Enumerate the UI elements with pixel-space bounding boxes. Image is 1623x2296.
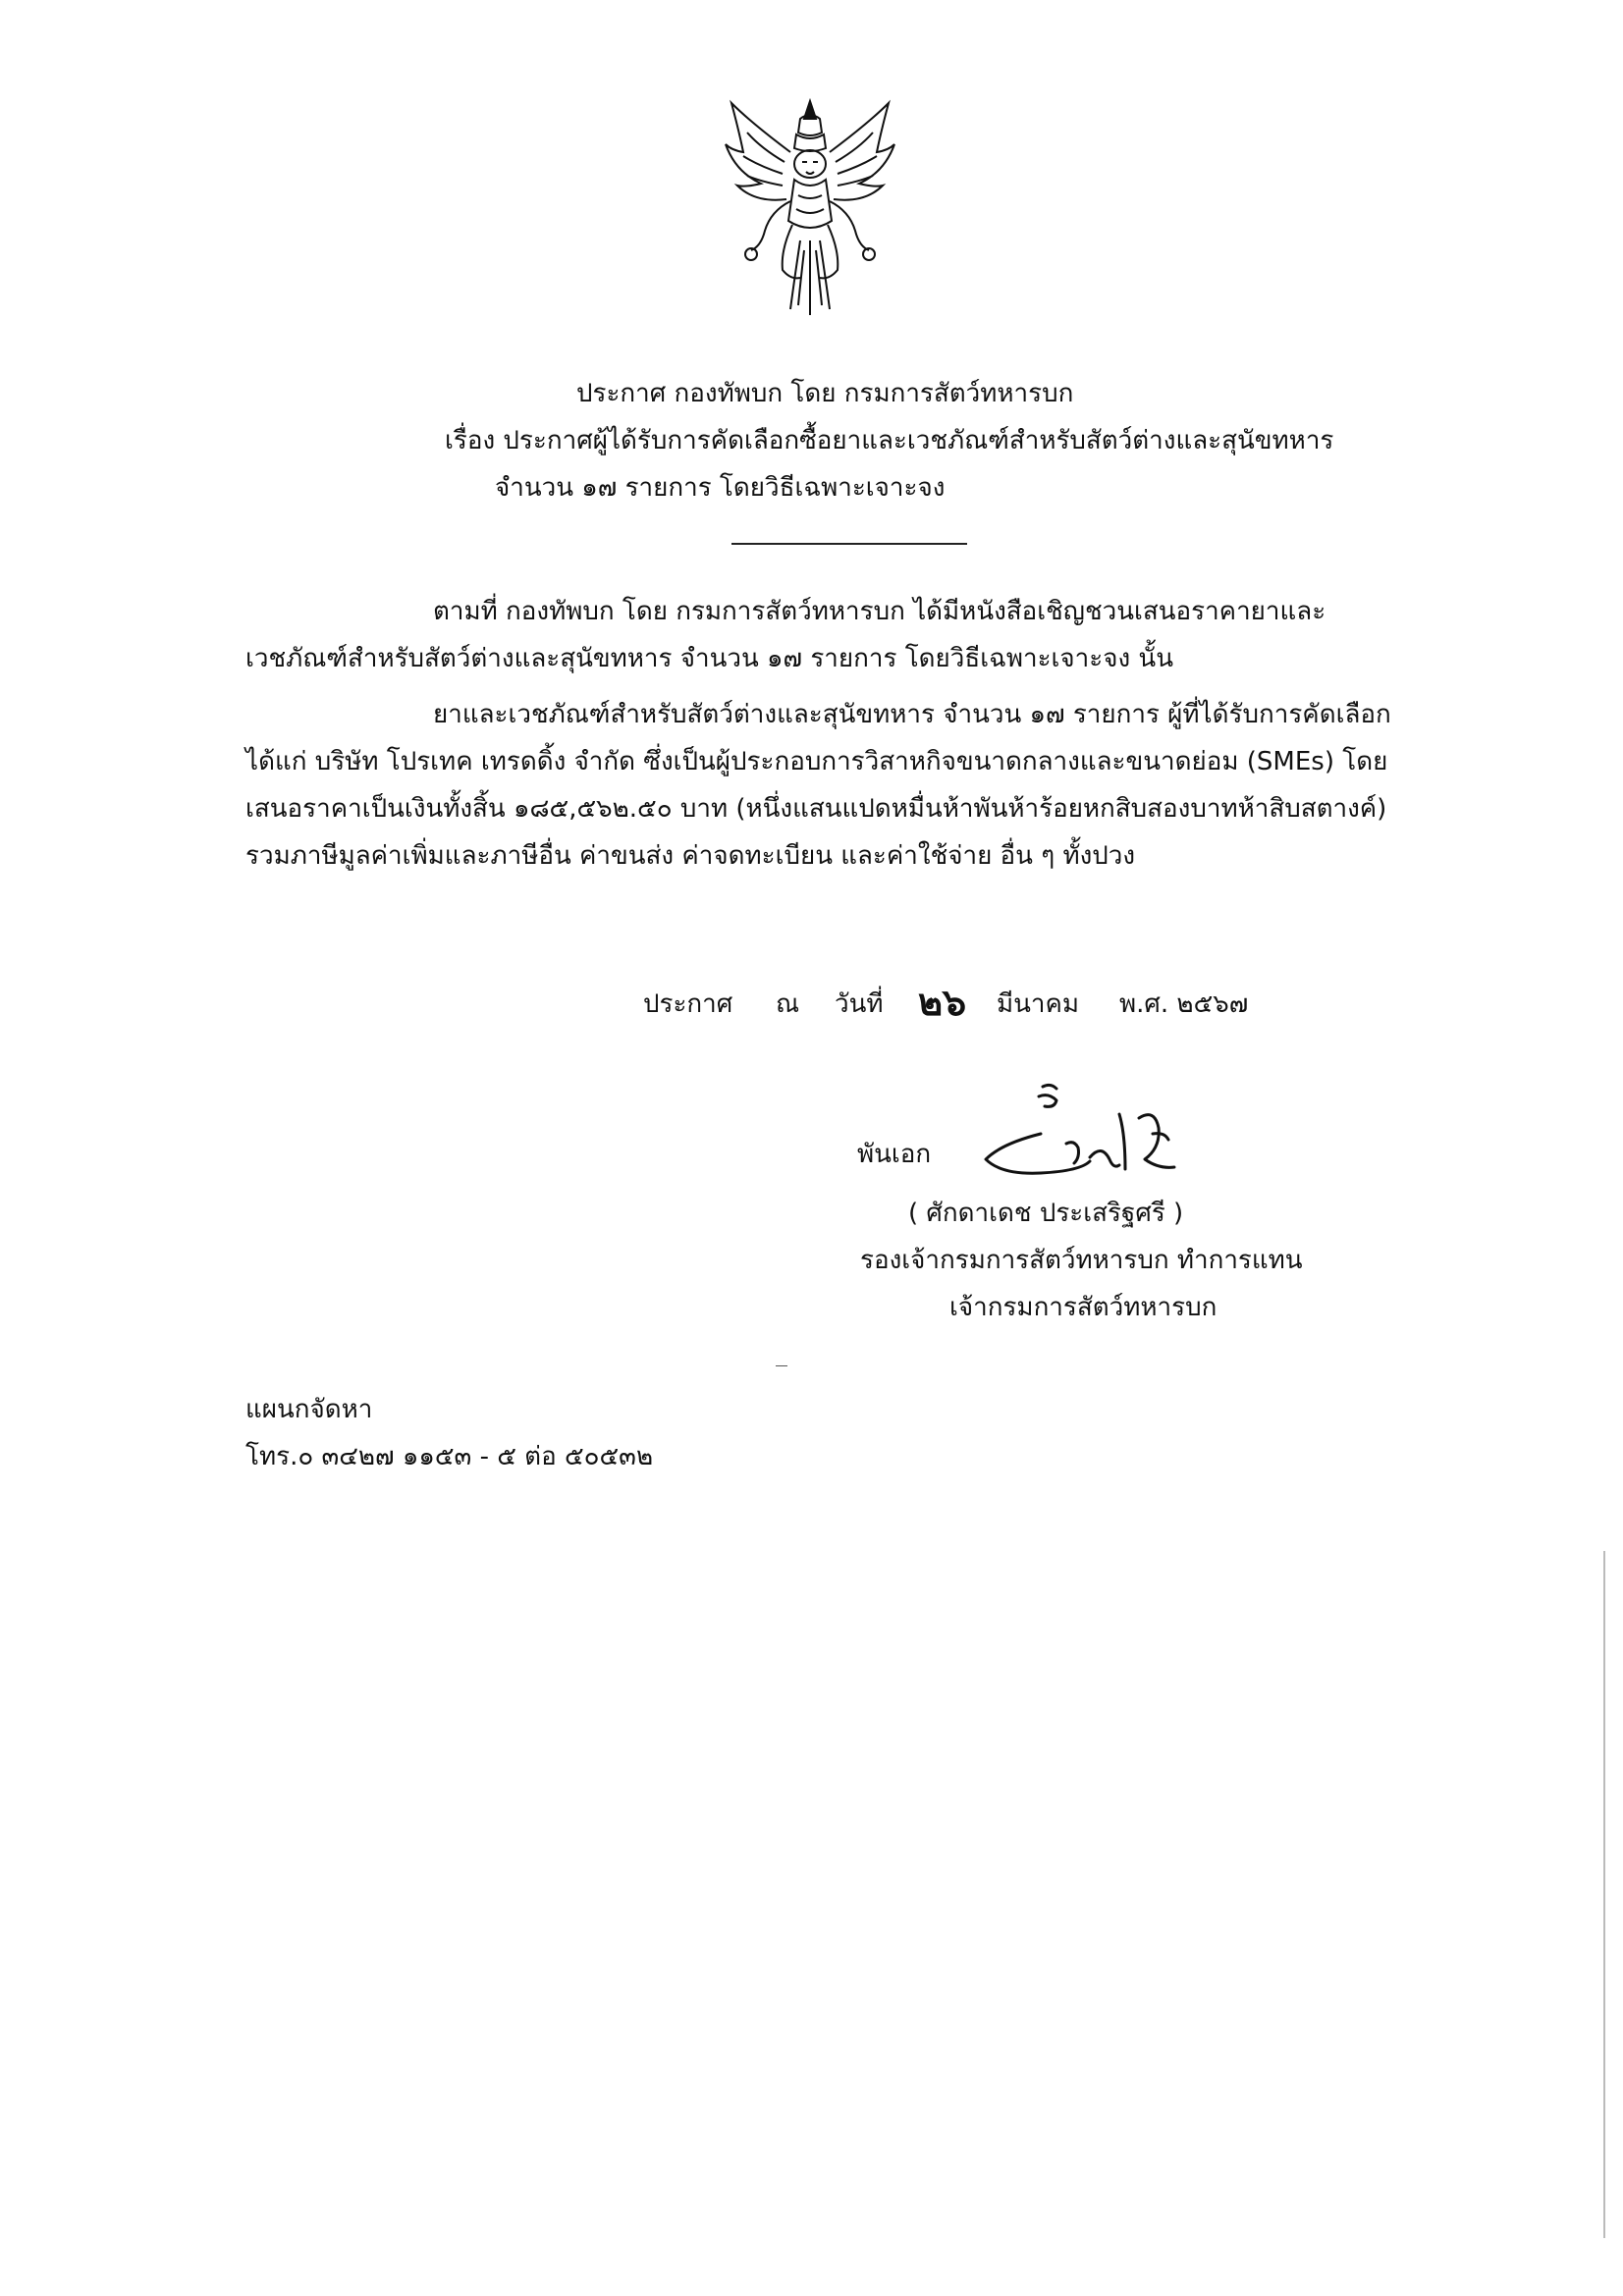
announcement-subject-continued: จำนวน ๑๗ รายการ โดยวิธีเฉพาะเจาะจง — [495, 473, 946, 503]
header-divider — [731, 543, 967, 545]
paragraph-2-line-4: รวมภาษีมูลค่าเพิ่มและภาษีอื่น ค่าขนส่ง ค่าจดทะเบียน และค่าใช้จ่าย อื่น ๆ ทั้งปวง — [245, 841, 1136, 871]
paragraph-1-line-1: ตามที่ กองทัพบก โดย กรมการสัตว์ทหารบก ได้มีหนังสือเชิญชวนเสนอราคายาและ — [433, 597, 1326, 626]
announcement-subject: เรื่อง ประกาศผู้ได้รับการคัดเลือกซื้อยาและเวชภัณฑ์สำหรับสัตว์ต่างและสุนัขทหาร — [445, 426, 1334, 455]
paragraph-2-line-3: เสนอราคาเป็นเงินทั้งสิ้น ๑๘๕,๕๖๒.๕๐ บาท (หนึ่งแสนแปดหมื่นห้าพันห้าร้อยหกสิบสองบาทห้าสิบสตางค์) — [245, 794, 1387, 824]
announcement-title: ประกาศ กองทัพบก โดย กรมการสัตว์ทหารบก — [576, 379, 1074, 408]
date-prefix: ประกาศ — [643, 989, 733, 1019]
signatory-rank: พันเอก — [857, 1140, 932, 1169]
garuda-emblem-icon — [722, 93, 898, 319]
date-at: ณ — [776, 989, 800, 1019]
scan-edge — [1603, 1551, 1605, 2238]
paragraph-1-line-2: เวชภัณฑ์สำหรับสัตว์ต่างและสุนัขทหาร จำนวน ๑๗ รายการ โดยวิธีเฉพาะเจาะจง นั้น — [245, 644, 1173, 673]
signatory-position-continued: เจ้ากรมการสัตว์ทหารบก — [949, 1293, 1217, 1322]
date-day-handwritten: ๒๖ — [918, 980, 967, 1024]
paragraph-2-line-2: ได้แก่ บริษัท โปรเทค เทรดดิ้ง จำกัด ซึ่งเป็นผู้ประกอบการวิสาหกิจขนาดกลางและขนาดย่อม (SMEs) โดย — [245, 747, 1388, 776]
date-day-label: วันที่ — [835, 989, 884, 1019]
footer-phone: โทร.๐ ๓๔๒๗ ๑๑๕๓ - ๕ ต่อ ๕๐๕๓๒ — [245, 1442, 654, 1471]
date-year: พ.ศ. ๒๕๖๗ — [1119, 989, 1249, 1019]
signatory-position: รองเจ้ากรมการสัตว์ทหารบก ทำการแทน — [860, 1246, 1303, 1275]
signatory-name: ( ศักดาเดช ประเสริฐศรี ) — [908, 1199, 1184, 1228]
footer-division: แผนกจัดหา — [245, 1395, 373, 1424]
paragraph-2-line-1: ยาและเวชภัณฑ์สำหรับสัตว์ต่างและสุนัขทหาร จำนวน ๑๗ รายการ ผู้ที่ได้รับการคัดเลือก — [433, 700, 1391, 729]
date-month: มีนาคม — [997, 989, 1080, 1019]
scan-speck — [776, 1365, 787, 1366]
handwritten-signature — [972, 1075, 1198, 1193]
